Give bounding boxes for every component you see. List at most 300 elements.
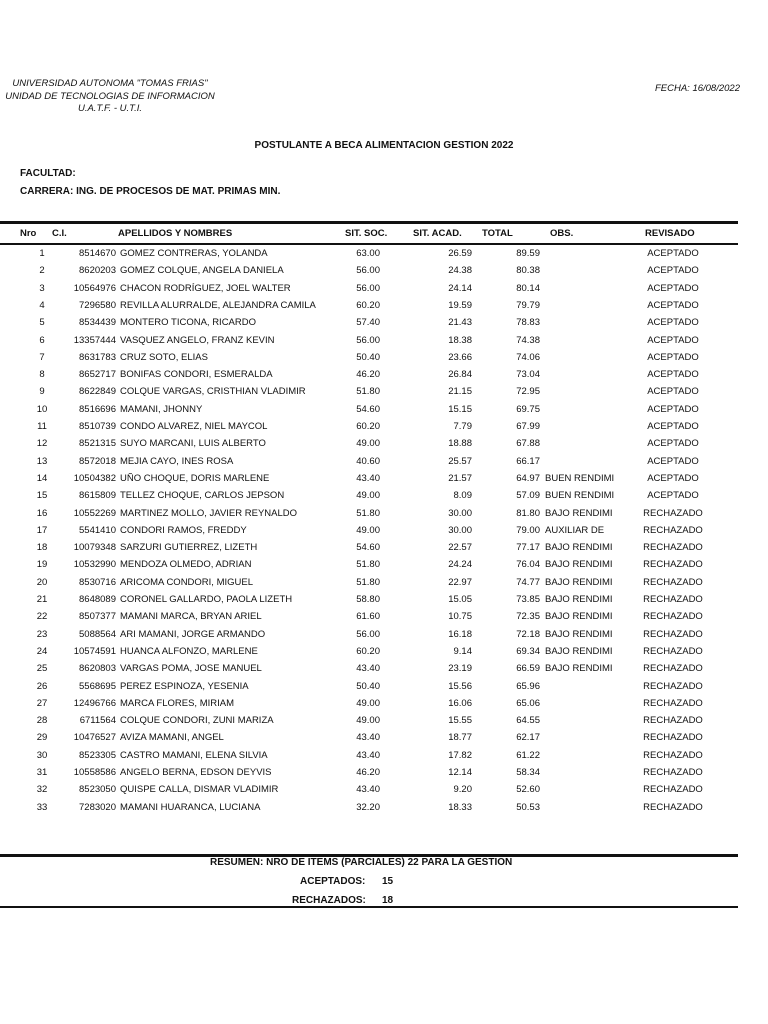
row-name: COLQUE VARGAS, CRISTHIAN VLADIMIR	[120, 386, 306, 398]
row-ci: 8620203	[79, 265, 116, 277]
row-revisado: RECHAZADO	[643, 611, 703, 623]
table-row	[0, 698, 740, 715]
row-nro: 30	[36, 749, 48, 761]
row-nro: 9	[39, 386, 45, 398]
row-sit-soc: 49.00	[356, 438, 380, 450]
row-name: MAMANI MARCA, BRYAN ARIEL	[120, 611, 262, 623]
row-sit-soc: 43.40	[356, 663, 380, 675]
row-revisado: RECHAZADO	[643, 801, 703, 813]
row-total: 69.34	[516, 645, 540, 657]
row-nro: 16	[36, 507, 48, 519]
table-row	[0, 750, 740, 767]
row-revisado: ACEPTADO	[647, 369, 699, 381]
table-row	[0, 386, 740, 403]
row-sit-soc: 32.20	[356, 801, 380, 813]
row-ci: 8507377	[79, 611, 116, 623]
row-total: 73.04	[516, 369, 540, 381]
row-sit-soc: 50.40	[356, 351, 380, 363]
row-name: CONDO ALVAREZ, NIEL MAYCOL	[120, 421, 268, 432]
row-sit-soc: 51.80	[356, 386, 380, 398]
row-revisado: ACEPTADO	[647, 248, 699, 259]
row-sit-soc: 50.40	[356, 680, 380, 692]
row-total: 74.77	[516, 576, 540, 588]
row-name: CHACON RODRÍGUEZ, JOEL WALTER	[120, 282, 291, 294]
row-ci: 13357444	[73, 334, 116, 346]
institution-unit: UNIDAD DE TECNOLOGIAS DE INFORMACION	[5, 90, 215, 102]
row-name: VARGAS POMA, JOSE MANUEL	[120, 663, 262, 675]
row-ci: 8523050	[79, 784, 116, 796]
row-nro: 1	[39, 248, 45, 259]
row-ci: 10079348	[73, 542, 116, 554]
row-sit-soc: 51.80	[356, 576, 380, 588]
row-total: 72.95	[516, 386, 540, 398]
row-revisado: RECHAZADO	[643, 680, 703, 692]
table-row	[0, 508, 740, 525]
row-nro: 4	[39, 299, 45, 311]
row-sit-acad: 24.24	[448, 559, 472, 571]
row-sit-soc: 49.00	[356, 490, 380, 502]
row-nro: 25	[36, 663, 48, 675]
col-nro: Nro	[20, 228, 37, 239]
row-ci: 5568695	[79, 680, 116, 692]
row-revisado: RECHAZADO	[643, 559, 703, 571]
row-total: 72.18	[516, 628, 540, 640]
row-sit-acad: 10.75	[448, 611, 472, 623]
row-revisado: RECHAZADO	[643, 507, 703, 519]
row-revisado: RECHAZADO	[643, 645, 703, 657]
row-sit-acad: 18.88	[448, 438, 472, 450]
row-obs: BAJO RENDIMI	[545, 628, 613, 640]
row-nro: 17	[36, 524, 48, 536]
row-sit-soc: 51.80	[356, 559, 380, 571]
row-ci: 10574591	[73, 645, 116, 657]
row-total: 89.59	[516, 248, 540, 259]
row-sit-acad: 15.55	[448, 715, 472, 727]
row-total: 81.80	[516, 507, 540, 519]
row-name: TELLEZ CHOQUE, CARLOS JEPSON	[120, 490, 285, 502]
row-sit-soc: 58.80	[356, 594, 380, 605]
institution-block	[0, 78, 220, 116]
row-sit-acad: 18.77	[448, 732, 472, 744]
row-sit-soc: 54.60	[356, 403, 380, 415]
row-nro: 29	[36, 732, 48, 744]
row-nro: 20	[36, 576, 48, 588]
row-ci: 8631783	[79, 351, 116, 363]
row-total: 66.17	[516, 455, 540, 467]
row-revisado: ACEPTADO	[647, 403, 699, 415]
table-row	[0, 352, 740, 369]
row-revisado: RECHAZADO	[643, 749, 703, 761]
row-sit-acad: 21.43	[448, 317, 472, 329]
row-sit-soc: 40.60	[356, 455, 380, 467]
row-total: 69.75	[516, 403, 540, 415]
row-sit-soc: 51.80	[356, 507, 380, 519]
row-sit-acad: 24.14	[448, 282, 472, 294]
row-nro: 33	[36, 801, 48, 813]
row-sit-acad: 25.57	[448, 455, 472, 467]
row-name: HUANCA ALFONZO, MARLENE	[120, 645, 258, 657]
row-sit-acad: 16.06	[448, 697, 472, 709]
row-obs: BAJO RENDIMI	[545, 559, 613, 571]
row-nro: 27	[36, 697, 48, 709]
row-obs: BAJO RENDIMI	[545, 663, 613, 675]
row-revisado: RECHAZADO	[643, 767, 703, 778]
row-name: UÑO CHOQUE, DORIS MARLENE	[120, 472, 270, 484]
rejected-count: 18	[382, 895, 394, 906]
col-total: TOTAL	[482, 228, 513, 239]
row-total: 80.38	[516, 265, 540, 277]
row-name: PEREZ ESPINOZA, YESENIA	[120, 680, 249, 692]
row-name: CONDORI RAMOS, FREDDY	[120, 524, 247, 536]
row-revisado: ACEPTADO	[647, 282, 699, 294]
row-nro: 2	[39, 265, 45, 277]
row-name: ARICOMA CONDORI, MIGUEL	[120, 576, 254, 588]
row-obs: BAJO RENDIMI	[545, 645, 613, 657]
row-sit-acad: 30.00	[448, 524, 472, 536]
row-ci: 8534439	[79, 317, 116, 329]
row-ci: 12496766	[73, 697, 116, 709]
row-ci: 10558586	[73, 767, 116, 778]
row-sit-soc: 63.00	[356, 248, 380, 259]
row-total: 58.34	[516, 767, 540, 778]
row-obs: BUEN RENDIMI	[545, 490, 615, 502]
row-sit-acad: 15.15	[448, 403, 472, 415]
row-nro: 15	[36, 490, 48, 502]
row-total: 74.06	[516, 351, 540, 363]
table-row	[0, 732, 740, 749]
table-row	[0, 317, 740, 334]
row-total: 76.04	[516, 559, 540, 571]
row-total: 64.55	[516, 715, 540, 727]
table-row	[0, 335, 740, 352]
table-row	[0, 715, 740, 732]
table-header	[0, 228, 738, 242]
table-row	[0, 525, 740, 542]
table-header-rule	[0, 243, 738, 245]
row-sit-soc: 60.20	[356, 299, 380, 311]
row-ci: 8521315	[79, 438, 116, 450]
row-sit-soc: 49.00	[356, 697, 380, 709]
row-name: QUISPE CALLA, DISMAR VLADIMIR	[120, 784, 279, 796]
row-ci: 6711564	[79, 715, 116, 727]
row-name: CASTRO MAMANI, ELENA SILVIA	[120, 749, 268, 761]
row-nro: 3	[39, 282, 45, 294]
row-ci: 5088564	[79, 628, 116, 640]
row-nro: 7	[39, 351, 45, 363]
row-revisado: RECHAZADO	[643, 663, 703, 675]
row-ci: 8652717	[79, 369, 116, 381]
col-ci: C.I.	[52, 228, 67, 239]
table-row	[0, 300, 740, 317]
row-total: 66.59	[516, 663, 540, 675]
row-name: MEJIA CAYO, INES ROSA	[120, 455, 234, 467]
row-revisado: ACEPTADO	[647, 334, 699, 346]
row-sit-soc: 46.20	[356, 767, 380, 778]
row-sit-soc: 43.40	[356, 784, 380, 796]
row-nro: 32	[36, 784, 48, 796]
row-revisado: ACEPTADO	[647, 265, 699, 277]
row-sit-acad: 22.57	[448, 542, 472, 554]
faculty-label: FACULTAD:	[20, 168, 76, 179]
row-revisado: RECHAZADO	[643, 524, 703, 536]
row-sit-acad: 12.14	[448, 767, 472, 778]
row-sit-acad: 21.15	[448, 386, 472, 398]
row-sit-soc: 56.00	[356, 334, 380, 346]
row-total: 62.17	[516, 732, 540, 744]
row-sit-soc: 57.40	[356, 317, 380, 329]
row-name: BONIFAS CONDORI, ESMERALDA	[120, 369, 273, 381]
row-nro: 13	[36, 455, 48, 467]
row-obs: BAJO RENDIMI	[545, 542, 613, 554]
row-revisado: RECHAZADO	[643, 594, 703, 605]
row-ci: 10564976	[73, 282, 116, 294]
row-total: 50.53	[516, 801, 540, 813]
row-total: 74.38	[516, 334, 540, 346]
row-total: 79.79	[516, 299, 540, 311]
row-revisado: RECHAZADO	[643, 628, 703, 640]
row-sit-soc: 43.40	[356, 472, 380, 484]
row-sit-soc: 43.40	[356, 749, 380, 761]
row-sit-soc: 56.00	[356, 282, 380, 294]
row-revisado: RECHAZADO	[643, 542, 703, 554]
row-revisado: ACEPTADO	[647, 455, 699, 467]
row-sit-soc: 56.00	[356, 628, 380, 640]
row-name: MENDOZA OLMEDO, ADRIAN	[120, 559, 252, 571]
row-total: 72.35	[516, 611, 540, 623]
row-revisado: ACEPTADO	[647, 421, 699, 432]
row-revisado: ACEPTADO	[647, 490, 699, 502]
table-row	[0, 490, 740, 507]
table-row	[0, 681, 740, 698]
document-date: FECHA: 16/08/2022	[654, 83, 740, 94]
table-row	[0, 473, 740, 490]
table-row	[0, 784, 740, 801]
row-nro: 12	[36, 438, 48, 450]
row-sit-acad: 21.57	[448, 472, 472, 484]
row-nro: 6	[39, 334, 45, 346]
row-ci: 8530716	[79, 576, 116, 588]
row-ci: 10504382	[73, 472, 116, 484]
document-title: POSTULANTE A BECA ALIMENTACION GESTION 2022	[254, 140, 514, 151]
row-nro: 26	[36, 680, 48, 692]
row-sit-acad: 23.19	[448, 663, 472, 675]
row-name: MARTINEZ MOLLO, JAVIER REYNALDO	[120, 507, 298, 519]
row-ci: 8648089	[79, 594, 116, 605]
row-revisado: RECHAZADO	[643, 576, 703, 588]
row-sit-soc: 49.00	[356, 524, 380, 536]
row-obs: BAJO RENDIMI	[545, 576, 613, 588]
col-revisado: REVISADO	[645, 228, 695, 239]
table-row	[0, 248, 740, 265]
row-nro: 21	[36, 594, 48, 605]
row-sit-acad: 18.38	[448, 334, 472, 346]
row-sit-soc: 43.40	[356, 732, 380, 744]
row-sit-soc: 60.20	[356, 645, 380, 657]
table-row	[0, 611, 740, 628]
row-nro: 31	[36, 767, 48, 778]
row-name: SARZURI GUTIERREZ, LIZETH	[120, 542, 258, 554]
summary-line: RESUMEN: NRO DE ITEMS (PARCIALES) 22 PARA LA GESTION	[210, 857, 513, 868]
institution-acronym: U.A.T.F. - U.T.I.	[77, 103, 143, 114]
row-name: ARI MAMANI, JORGE ARMANDO	[120, 628, 266, 640]
row-revisado: RECHAZADO	[643, 697, 703, 709]
row-total: 78.83	[516, 317, 540, 329]
row-sit-acad: 26.59	[448, 248, 472, 259]
row-sit-acad: 19.59	[448, 299, 472, 311]
row-sit-soc: 56.00	[356, 265, 380, 277]
row-obs: BAJO RENDIMI	[545, 594, 613, 605]
row-ci: 8514670	[79, 248, 116, 259]
row-nro: 19	[36, 559, 48, 571]
row-sit-acad: 22.97	[448, 576, 472, 588]
table-row	[0, 283, 740, 300]
table-row	[0, 767, 740, 784]
table-top-rule	[0, 221, 738, 224]
row-obs: AUXILIAR DE	[545, 524, 605, 536]
row-name: MAMANI HUARANCA, LUCIANA	[120, 801, 261, 813]
row-sit-soc: 61.60	[356, 611, 380, 623]
row-nro: 22	[36, 611, 48, 623]
row-total: 65.06	[516, 697, 540, 709]
row-sit-acad: 8.09	[453, 490, 472, 502]
row-nro: 11	[37, 421, 47, 432]
row-sit-acad: 16.18	[448, 628, 472, 640]
rejected-label: RECHAZADOS:	[292, 895, 366, 906]
col-sit-soc: SIT. SOC.	[345, 228, 388, 239]
row-total: 67.88	[516, 438, 540, 450]
row-ci: 8516696	[79, 403, 116, 415]
row-sit-acad: 9.20	[453, 784, 472, 796]
row-sit-soc: 49.00	[356, 715, 380, 727]
row-obs: BUEN RENDIMI	[545, 472, 615, 484]
career-label: CARRERA: ING. DE PROCESOS DE MAT. PRIMAS MIN.	[20, 186, 281, 197]
row-nro: 24	[36, 645, 48, 657]
table-row	[0, 421, 740, 438]
row-sit-acad: 24.38	[448, 265, 472, 277]
row-ci: 8523305	[79, 749, 116, 761]
row-sit-acad: 26.84	[448, 369, 472, 381]
row-name: ANGELO BERNA, EDSON DEYVIS	[120, 767, 272, 778]
row-obs: BAJO RENDIMI	[545, 611, 613, 623]
row-name: GOMEZ COLQUE, ANGELA DANIELA	[120, 265, 284, 277]
table-row	[0, 663, 740, 680]
col-obs: OBS.	[550, 228, 574, 239]
row-total: 67.99	[516, 421, 540, 432]
table-row	[0, 542, 740, 559]
table-row	[0, 629, 740, 646]
table-row	[0, 456, 740, 473]
row-name: GOMEZ CONTRERAS, YOLANDA	[120, 248, 268, 259]
row-name: MAMANI, JHONNY	[120, 403, 203, 415]
row-total: 73.85	[516, 594, 540, 605]
row-sit-acad: 18.33	[448, 801, 472, 813]
row-nro: 18	[36, 542, 48, 554]
row-name: SUYO MARCANI, LUIS ALBERTO	[120, 438, 266, 450]
row-name: COLQUE CONDORI, ZUNI MARIZA	[120, 715, 274, 727]
table-row	[0, 404, 740, 421]
row-revisado: RECHAZADO	[643, 732, 703, 744]
accepted-count: 15	[382, 876, 394, 887]
row-total: 80.14	[516, 282, 540, 294]
row-total: 77.17	[516, 542, 540, 554]
row-nro: 14	[36, 472, 48, 484]
table-row	[0, 646, 740, 663]
row-sit-acad: 30.00	[448, 507, 472, 519]
table-row	[0, 577, 740, 594]
row-revisado: ACEPTADO	[647, 386, 699, 398]
row-sit-acad: 23.66	[448, 351, 472, 363]
summary-bottom-rule	[0, 906, 738, 908]
row-sit-soc: 46.20	[356, 369, 380, 381]
row-ci: 8572018	[79, 455, 116, 467]
row-name: AVIZA MAMANI, ANGEL	[120, 732, 224, 744]
row-revisado: ACEPTADO	[647, 438, 699, 450]
row-nro: 5	[39, 317, 45, 329]
row-ci: 8620803	[79, 663, 116, 675]
table-row	[0, 802, 740, 819]
table-row	[0, 369, 740, 386]
row-ci: 5541410	[79, 524, 116, 536]
row-sit-soc: 60.20	[356, 421, 380, 432]
row-revisado: ACEPTADO	[647, 351, 699, 363]
row-total: 52.60	[516, 784, 540, 796]
row-ci: 8615809	[79, 490, 116, 502]
row-nro: 23	[36, 628, 48, 640]
table-row	[0, 265, 740, 282]
row-obs: BAJO RENDIMI	[545, 507, 613, 519]
row-revisado: RECHAZADO	[643, 715, 703, 727]
row-sit-acad: 7.79	[453, 421, 472, 432]
row-sit-acad: 9.14	[453, 645, 472, 657]
row-ci: 8510739	[79, 421, 116, 432]
table-row	[0, 438, 740, 455]
row-total: 61.22	[516, 749, 540, 761]
row-nro: 8	[39, 369, 45, 381]
row-sit-acad: 15.56	[448, 680, 472, 692]
row-nro: 28	[36, 715, 48, 727]
row-name: CRUZ SOTO, ELIAS	[120, 351, 208, 363]
row-ci: 8622849	[79, 386, 116, 398]
row-name: MARCA FLORES, MIRIAM	[120, 697, 235, 709]
row-total: 57.09	[516, 490, 540, 502]
row-total: 79.00	[516, 524, 540, 536]
row-ci: 10552269	[73, 507, 116, 519]
row-revisado: ACEPTADO	[647, 472, 699, 484]
row-name: MONTERO TICONA, RICARDO	[120, 317, 256, 329]
row-revisado: RECHAZADO	[643, 784, 703, 796]
row-ci: 10476527	[73, 732, 116, 744]
table-row	[0, 559, 740, 576]
row-sit-acad: 17.82	[448, 749, 472, 761]
row-ci: 10532990	[73, 559, 116, 571]
table-row	[0, 594, 740, 611]
col-sit-acad: SIT. ACAD.	[413, 228, 462, 239]
row-nro: 10	[36, 403, 48, 415]
row-ci: 7283020	[79, 801, 116, 813]
row-revisado: ACEPTADO	[647, 299, 699, 311]
institution-name: UNIVERSIDAD AUTONOMA "TOMAS FRIAS"	[12, 78, 208, 89]
row-name: CORONEL GALLARDO, PAOLA LIZETH	[120, 594, 293, 605]
row-total: 64.97	[516, 472, 540, 484]
row-revisado: ACEPTADO	[647, 317, 699, 329]
col-name: APELLIDOS Y NOMBRES	[118, 228, 233, 239]
accepted-label: ACEPTADOS:	[300, 876, 366, 887]
row-sit-acad: 15.05	[448, 594, 472, 605]
row-name: VASQUEZ ANGELO, FRANZ KEVIN	[120, 334, 275, 346]
row-name: REVILLA ALURRALDE, ALEJANDRA CAMILA	[120, 299, 316, 311]
row-sit-soc: 54.60	[356, 542, 380, 554]
row-total: 65.96	[516, 680, 540, 692]
